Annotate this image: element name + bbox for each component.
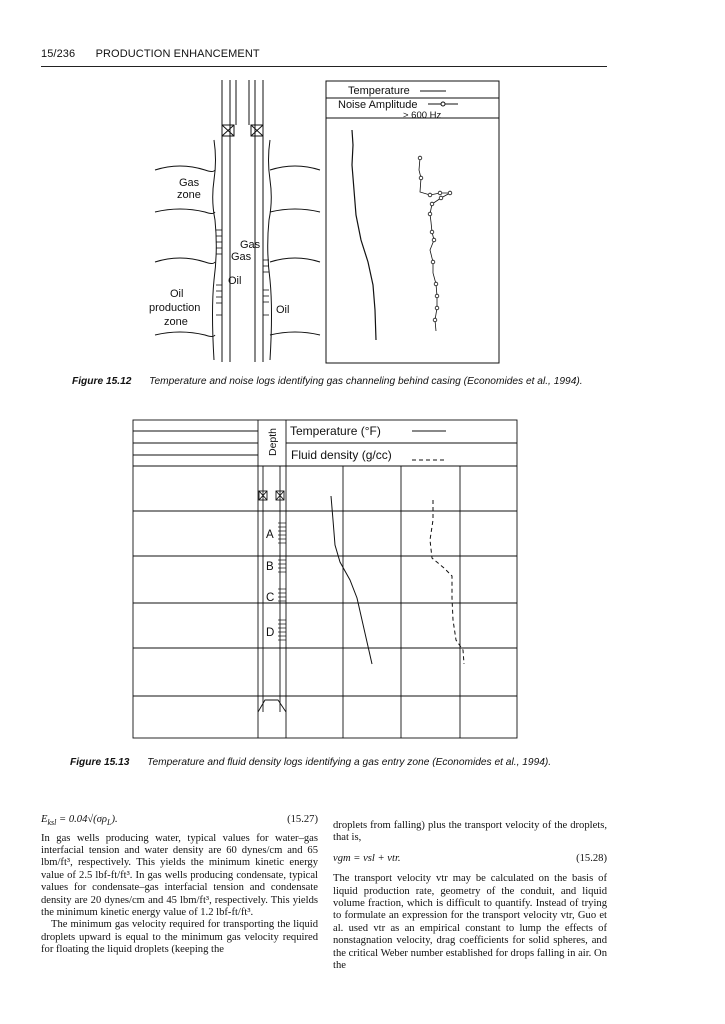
equation-15-27 [41, 814, 318, 830]
log-panel [326, 81, 499, 363]
depth-label: Depth [267, 427, 279, 456]
zone-label-c: C [266, 592, 275, 604]
eq27-lhs: E [41, 814, 48, 825]
eq27-end: ). [111, 814, 118, 825]
right-paragraph-2: The transport velocity vtr may be calculated on the basis of liquid production rate, geometry of the conduit, and liquid volume fraction, which is difficult to quantify. Instead of trying to formulate an expression for the transport velocity vtr, Guo et al. used vtr as an empirical constant to lump the effects of nonstagnation velocity, drag coefficients for solid spheres, and the critical Weber number established for drops falling in air. On the [333, 873, 607, 972]
temperature-f-curve [331, 496, 372, 664]
label-oil-prod-3: zone [164, 316, 188, 328]
caption-15-12-text: Temperature and noise logs identifying gas channeling behind casing (Economides et al., 1994). [149, 376, 583, 387]
left-paragraph-2: The minimum gas velocity required for transporting the liquid droplets upward is equal to the minimum gas velocity required for floating the liquid droplets (keeping the [41, 919, 318, 956]
label-oil-prod-1: Oil [170, 288, 184, 300]
caption-15-13-text: Temperature and fluid density logs identifying a gas entry zone (Economides et al., 1994). [147, 757, 552, 768]
left-paragraph-1: In gas wells producing water, typical values for water–gas interfacial tension and water density are 60 dynes/cm and 65 lbm/ft³, respectively. This yields the minimum kinetic energy value of 2.5 lbf-ft/ft³. In gas wells producing condensate, typical values for condensate–gas interfacial tension and condensate density are 20 dynes/cm and 45 lbm/ft³, respectively. This yields the minimum kinetic energy value of 1.2 lbf-ft/ft³. [41, 832, 318, 918]
legend-noise: Noise Amplitude [338, 99, 418, 111]
zone-label-a: A [266, 529, 274, 541]
label-gas-zone-1: Gas [179, 177, 200, 189]
legend-temperature-f: Temperature (°F) [290, 424, 381, 438]
legend-fluid-density: Fluid density (g/cc) [291, 448, 392, 462]
eq27-rhs: = 0.04√(σρ [56, 814, 108, 825]
label-oil-prod-2: production [149, 302, 201, 314]
running-header [41, 48, 260, 60]
eq28-number: (15.28) [576, 852, 607, 864]
label-gas-a: Gas [240, 239, 261, 251]
running-title: PRODUCTION ENHANCEMENT [95, 48, 260, 60]
caption-15-12-label: Figure 15.12 [72, 376, 132, 387]
label-gas-zone-2: zone [177, 189, 201, 201]
right-column [333, 820, 607, 972]
eq27-sub: ksl [47, 818, 57, 828]
page-number: 15/236 [41, 48, 76, 60]
eq27-number: (15.27) [287, 814, 318, 825]
header-rule [41, 66, 607, 67]
caption-15-13-label: Figure 15.13 [70, 757, 130, 768]
zone-label-b: B [266, 561, 274, 573]
noise-curve [418, 156, 452, 331]
caption-15-13 [70, 757, 551, 768]
fluid-density-curve [430, 500, 464, 664]
zone-label-d: D [266, 627, 275, 639]
eq27-sub2: L [107, 818, 112, 828]
label-oil-right: Oil [276, 304, 290, 316]
right-paragraph-1: droplets from falling) plus the transport velocity of the droplets, that is, [333, 820, 607, 844]
label-gas-b: Gas [231, 251, 252, 263]
log-grid [133, 420, 517, 738]
figure-15-13 [130, 418, 520, 743]
legend-frequency: > 600 Hz [403, 110, 442, 121]
label-oil-inner: Oil [228, 275, 242, 287]
eq28-body: vgm = vsl + vtr. [333, 852, 401, 864]
figure-15-12 [140, 78, 510, 368]
caption-15-12 [72, 376, 583, 387]
left-column [41, 814, 318, 957]
temperature-curve [352, 130, 376, 340]
equation-15-28 [333, 853, 607, 865]
legend-temperature: Temperature [348, 85, 410, 97]
